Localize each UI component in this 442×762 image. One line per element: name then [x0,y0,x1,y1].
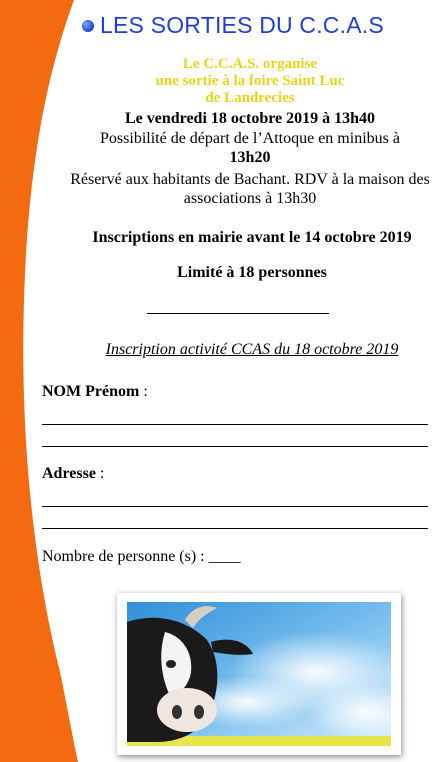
name-line-2[interactable] [42,446,428,447]
name-line-1[interactable] [42,424,428,425]
organiser-text [80,56,420,107]
name-label-text: NOM Prénom [42,383,140,400]
minibus-info [70,129,430,167]
registration-deadline: Inscriptions en mairie avant le 14 octobre 2019 [92,229,412,246]
header [82,12,384,39]
name-label [42,383,148,401]
people-count-label: Nombre de personne (s) : ____ [42,548,241,565]
form-title-text: Inscription activité CCAS du 18 octobre 2019 [105,341,399,358]
address-label [42,465,104,483]
organiser-line: Le C.C.A.S. organise [182,56,318,72]
blue-bullet-icon [82,20,94,32]
minibus-text: Possibilité de départ de l’Attoque en minibus à [100,130,400,147]
address-label-colon: : [95,465,105,482]
cow-photo [127,602,391,746]
reserved-info: Réservé aux habitants de Bachant. RDV à la maison des associations à 13h30 [70,171,430,207]
page-title: LES SORTIES DU C.C.A.S [100,12,384,38]
organiser-line: de Landrecies [205,90,295,106]
organiser-line: une sortie à la foire Saint Luc [155,73,345,89]
address-line-1[interactable] [42,506,428,507]
form-title [62,341,442,359]
address-line-2[interactable] [42,528,428,529]
name-label-colon: : [139,383,148,400]
address-label-text: Adresse [42,465,96,482]
minibus-time: 13h20 [229,149,271,166]
photo-frame [117,593,401,755]
participant-limit: Limité à 18 personnes [177,264,327,281]
separator [147,313,329,314]
event-date: Le vendredi 18 octobre 2019 à 13h40 [124,110,376,127]
